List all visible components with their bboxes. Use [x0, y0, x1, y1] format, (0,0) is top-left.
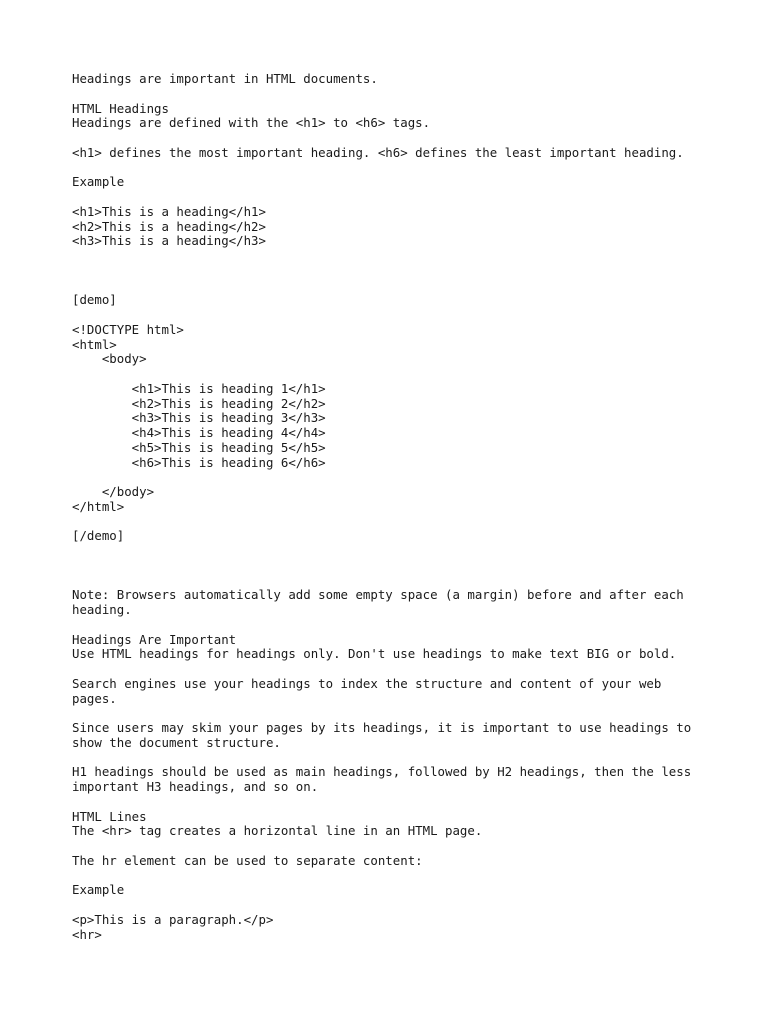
- blank-line: [72, 574, 704, 589]
- example-label: Example: [72, 174, 125, 190]
- text-line: Headings are important in HTML documents.: [72, 71, 378, 86]
- blank-line: [72, 869, 704, 884]
- code-line: <p>This is a paragraph.</p>: [72, 911, 274, 927]
- note-line: heading.: [72, 602, 132, 617]
- code-line: </body>: [72, 484, 155, 499]
- blank-line: [72, 470, 704, 485]
- demo-open-tag: [demo]: [72, 292, 117, 308]
- blank-line: [72, 662, 704, 677]
- blank-line: [72, 559, 704, 574]
- text-line: pages.: [72, 690, 117, 706]
- blank-line: [72, 618, 704, 633]
- code-line: <h3>This is a heading</h3>: [72, 233, 266, 249]
- code-line: <h1>This is a heading</h1>: [72, 203, 266, 219]
- code-line: <!DOCTYPE html>: [72, 321, 184, 337]
- blank-line: [72, 87, 704, 102]
- code-line: </html>: [72, 498, 125, 514]
- code-line: <h3>This is heading 3</h3>: [72, 410, 326, 426]
- blank-line: [72, 751, 704, 766]
- code-line: <h2>This is a heading</h2>: [72, 218, 266, 234]
- code-line: <h6>This is heading 6</h6>: [72, 454, 326, 470]
- code-line: <h5>This is heading 5</h5>: [72, 439, 326, 455]
- blank-line: [72, 131, 704, 146]
- example-label: Example: [72, 882, 125, 898]
- document-page: [72, 72, 704, 942]
- blank-line: [72, 515, 704, 530]
- blank-line: [72, 795, 704, 810]
- text-line: The hr element can be used to separate content:: [72, 852, 423, 868]
- text-line: <h1> defines the most important heading. <h6> defines the least important heading.: [72, 144, 684, 160]
- blank-line: [72, 544, 704, 559]
- code-line: <body>: [72, 351, 147, 367]
- text-line: show the document structure.: [72, 734, 281, 750]
- demo-close-tag: [/demo]: [72, 528, 125, 544]
- section-heading: HTML Lines: [72, 808, 147, 824]
- code-line: <h2>This is heading 2</h2>: [72, 395, 326, 411]
- blank-line: [72, 308, 704, 323]
- note-line: Note: Browsers automatically add some empty space (a margin) before and after each: [72, 587, 684, 603]
- blank-line: [72, 161, 704, 176]
- blank-line: [72, 706, 704, 721]
- blank-line: [72, 898, 704, 913]
- text-line: H1 headings should be used as main headings, followed by H2 headings, then the less: [72, 764, 692, 780]
- text-line: The <hr> tag creates a horizontal line in an HTML page.: [72, 823, 483, 839]
- section-heading: HTML Headings: [72, 100, 169, 116]
- blank-line: [72, 839, 704, 854]
- blank-line: [72, 279, 704, 294]
- text-line: Use HTML headings for headings only. Don't use headings to make text BIG or bold.: [72, 646, 677, 662]
- code-line: <html>: [72, 336, 117, 352]
- blank-line: [72, 190, 704, 205]
- code-line: <h4>This is heading 4</h4>: [72, 425, 326, 440]
- code-line: <h1>This is heading 1</h1>: [72, 380, 326, 396]
- code-line: <hr>: [72, 926, 102, 942]
- blank-line: [72, 367, 704, 382]
- blank-line: [72, 264, 704, 279]
- blank-line: [72, 249, 704, 264]
- text-line: Headings are defined with the <h1> to <h6> tags.: [72, 115, 431, 131]
- text-line: Search engines use your headings to index the structure and content of your web: [72, 675, 662, 691]
- text-line: important H3 headings, and so on.: [72, 779, 319, 794]
- text-line: Since users may skim your pages by its headings, it is important to use headings to: [72, 720, 692, 735]
- section-heading: Headings Are Important: [72, 631, 237, 647]
